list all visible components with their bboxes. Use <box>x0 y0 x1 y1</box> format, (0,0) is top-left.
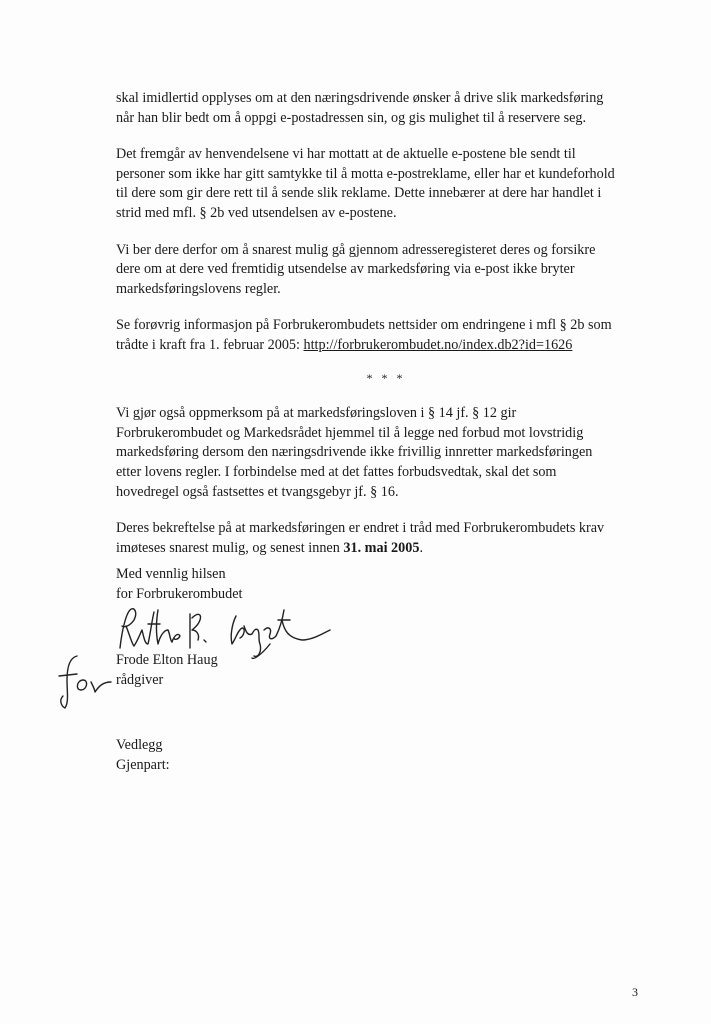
text-fragment: . <box>419 539 423 556</box>
paragraph-deadline <box>116 519 656 558</box>
text-fragment: imøteses snarest mulig, og senest innen <box>116 539 344 556</box>
signer-title: rådgiver <box>116 671 164 688</box>
copy-label: Gjenpart: <box>116 756 170 773</box>
text-line: strid med mfl. § 2b ved utsendelsen av e-postene. <box>116 204 397 221</box>
text-line: Vi gjør også oppmerksom på at markedsføringsloven i § 14 jf. § 12 gir <box>116 405 517 422</box>
section-separator: * * * <box>366 370 406 385</box>
text-line: Se forøvrig informasjon på Forbrukerombudets nettsider om endringene i mfl § 2b som <box>116 317 612 334</box>
paragraph-violation <box>116 145 656 223</box>
paragraph-legal-basis <box>116 404 656 502</box>
closing-block <box>116 565 242 604</box>
letter-body <box>116 89 656 575</box>
text-line: personer som ikke har gitt samtykke til å motta e-postreklame, eller har et kundeforhold <box>116 165 615 182</box>
closing-greeting: Med vennlig hilsen <box>116 566 226 582</box>
text-line: når han blir bedt om å oppgi e-postadressen sin, og gis mulighet til å reservere seg. <box>116 109 587 126</box>
info-url-link[interactable]: http://forbrukerombudet.no/index.db2?id=1626 <box>303 336 573 353</box>
closing-organization: for Forbrukerombudet <box>116 585 243 602</box>
text-line: etter lovens regler. I forbindelse med at det fattes forbudsvedtak, skal det som <box>116 463 557 480</box>
text-line: Vi ber dere derfor om å snarest mulig gå gjennom adresseregisteret deres og forsikre <box>116 241 596 258</box>
text-fragment: trådte i kraft fra 1. februar 2005: <box>116 336 304 353</box>
text-line: markedsføringslovens regler. <box>116 280 281 297</box>
text-line: hovedregel også fastsettes et tvangsgebyr jf. § 16. <box>116 483 399 500</box>
text-line: Det fremgår av henvendelsene vi har mottatt at de aktuelle e-postene ble sendt til <box>116 146 576 163</box>
paragraph-request <box>116 241 656 300</box>
text-line: dere om at dere ved fremtidig utsendelse av markedsføring via e-post ikke bryter <box>116 261 575 278</box>
page-number: 3 <box>632 985 638 999</box>
text-line: Deres bekreftelse på at markedsføringen er endret i tråd med Forbrukerombudets krav <box>116 520 605 537</box>
signer-name: Frode Elton Haug <box>116 652 218 668</box>
text-line: Forbrukerombudet og Markedsrådet hjemmel til å legge ned forbud mot lovstridig <box>116 424 584 441</box>
text-line: markedsføring dersom den næringsdrivende ikke frivillig innretter markedsføringen <box>116 444 593 461</box>
text-line: skal imidlertid opplyses om at den næringsdrivende ønsker å drive slik markedsføring <box>116 90 604 106</box>
attachments-block <box>116 736 170 775</box>
deadline-date: 31. mai 2005 <box>343 539 420 556</box>
handwritten-for-mark <box>55 652 115 710</box>
paragraph-info-link <box>116 316 656 355</box>
text-line: til dere som gir dere rett til å sende slik reklame. Dette innebærer at dere har handlet i <box>116 185 602 202</box>
paragraph-opt-out <box>116 89 656 128</box>
text-line <box>116 336 656 356</box>
signer-block <box>116 651 218 690</box>
text-line <box>116 539 656 559</box>
attachments-label: Vedlegg <box>116 737 163 753</box>
